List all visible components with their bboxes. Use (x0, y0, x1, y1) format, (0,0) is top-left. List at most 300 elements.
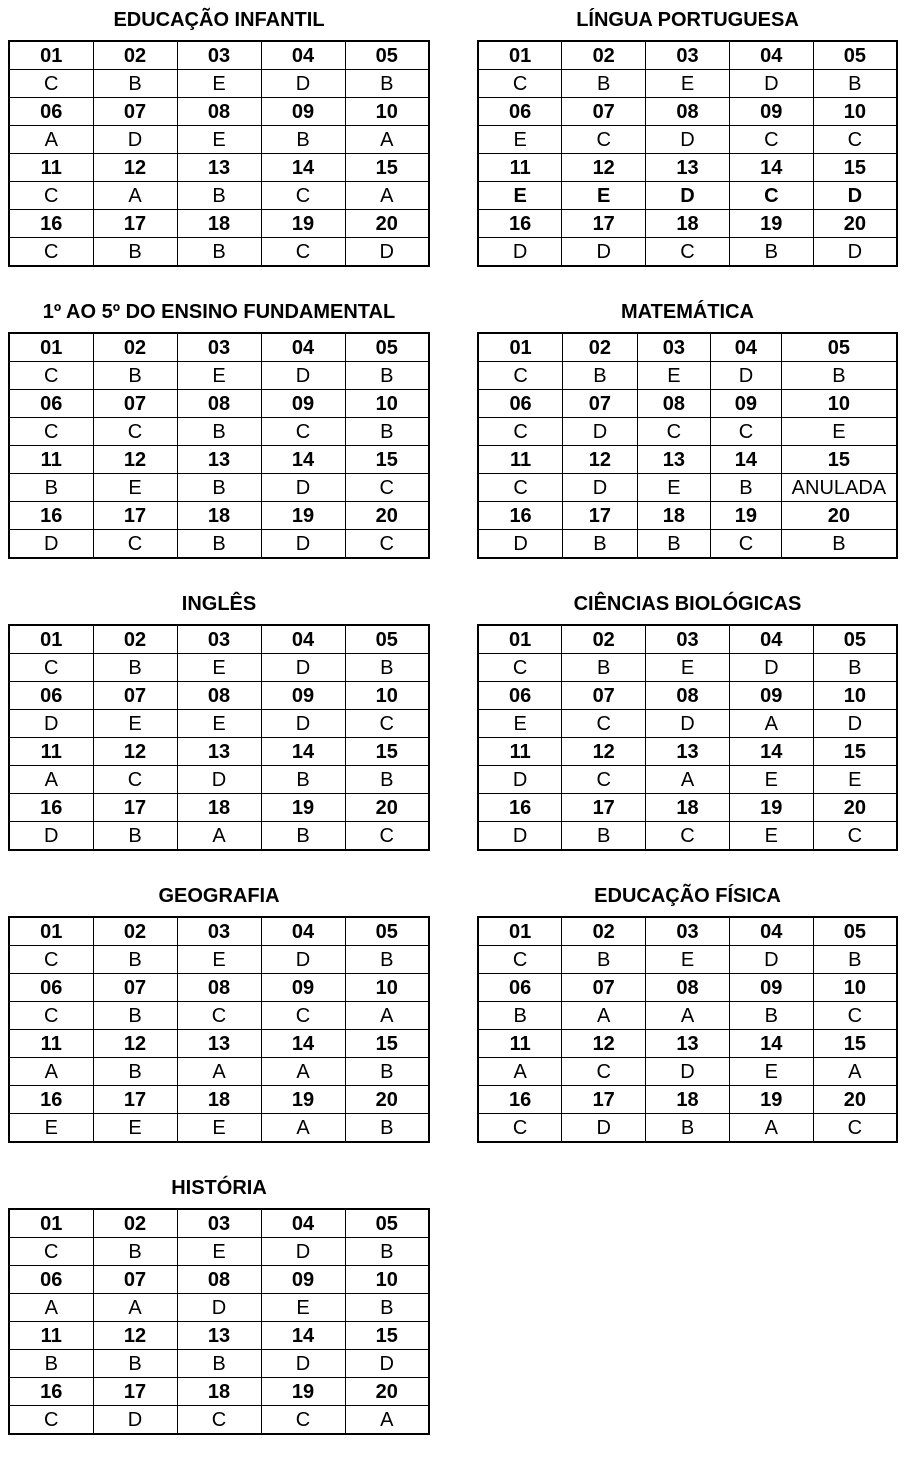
answer-cell: E (478, 710, 562, 738)
answer-cell: A (9, 1058, 93, 1086)
question-number-row (9, 1086, 429, 1114)
question-number-cell: 05 (345, 333, 429, 362)
question-number-cell: 19 (729, 794, 813, 822)
question-number-cell: 09 (261, 98, 345, 126)
question-number-cell: 01 (478, 41, 562, 70)
question-number-row (478, 154, 897, 182)
answer-cell: C (478, 362, 563, 390)
question-number-cell: 20 (813, 210, 897, 238)
question-number-row (9, 1266, 429, 1294)
question-number-cell: 11 (9, 1322, 93, 1350)
answer-cell: C (261, 238, 345, 267)
answer-cell: D (562, 1114, 646, 1143)
question-number-cell: 01 (9, 625, 93, 654)
answer-cell: B (93, 822, 177, 851)
question-number-cell: 06 (9, 390, 93, 418)
answer-cell: ANULADA (781, 474, 897, 502)
answer-cell: E (177, 1114, 261, 1143)
question-number-cell: 10 (813, 98, 897, 126)
answer-table (477, 624, 898, 851)
table-title: GEOGRAFIA (158, 885, 280, 907)
answer-cell: B (813, 946, 897, 974)
answer-cell: B (345, 946, 429, 974)
answer-row (9, 70, 429, 98)
answer-cell: C (646, 822, 730, 851)
question-number-row (9, 1030, 429, 1058)
answer-row (9, 1114, 429, 1143)
question-number-cell: 19 (261, 1086, 345, 1114)
answer-cell: C (711, 418, 782, 446)
answer-cell: C (9, 238, 93, 267)
question-number-cell: 17 (93, 1378, 177, 1406)
answer-cell: C (9, 418, 93, 446)
question-number-cell: 15 (345, 738, 429, 766)
question-number-cell: 20 (345, 1378, 429, 1406)
question-number-cell: 13 (177, 1322, 261, 1350)
question-number-cell: 03 (646, 917, 730, 946)
question-number-cell: 12 (93, 1030, 177, 1058)
answer-cell: D (261, 362, 345, 390)
answer-cell: C (729, 126, 813, 154)
answer-cell: E (637, 362, 710, 390)
answer-cell: C (711, 530, 782, 559)
question-number-cell: 05 (345, 41, 429, 70)
question-number-cell: 16 (9, 502, 93, 530)
answer-cell: B (93, 654, 177, 682)
answer-cell: B (345, 362, 429, 390)
question-number-cell: 14 (261, 154, 345, 182)
question-number-cell: 04 (261, 41, 345, 70)
answer-cell: B (345, 1294, 429, 1322)
answer-cell: A (478, 1058, 562, 1086)
question-number-cell: 07 (93, 974, 177, 1002)
answer-row (478, 530, 897, 559)
question-number-cell: 14 (729, 154, 813, 182)
answer-key-section-ingles (8, 592, 430, 851)
question-number-cell: 10 (345, 390, 429, 418)
question-number-cell: 17 (93, 210, 177, 238)
question-number-cell: 11 (478, 1030, 562, 1058)
question-number-cell: 13 (177, 446, 261, 474)
answer-cell: D (562, 238, 646, 267)
answer-cell: A (9, 1294, 93, 1322)
answer-table (8, 1208, 430, 1435)
question-number-cell: 17 (562, 794, 646, 822)
question-number-cell: 08 (177, 98, 261, 126)
answer-cell: B (261, 126, 345, 154)
answer-cell: A (345, 126, 429, 154)
question-number-cell: 02 (562, 917, 646, 946)
answer-table (8, 332, 430, 559)
question-number-cell: 10 (345, 1266, 429, 1294)
answer-cell: E (177, 70, 261, 98)
question-number-row (478, 333, 897, 362)
answer-cell: A (729, 710, 813, 738)
answer-cell: B (562, 654, 646, 682)
answer-cell: E (177, 946, 261, 974)
question-number-cell: 02 (562, 41, 646, 70)
question-number-row (478, 738, 897, 766)
answer-cell: D (646, 126, 730, 154)
answer-cell: D (563, 474, 638, 502)
question-number-cell: 09 (261, 682, 345, 710)
question-number-cell: 19 (261, 794, 345, 822)
answer-cell: A (177, 1058, 261, 1086)
answer-cell: E (646, 946, 730, 974)
answer-cell: B (711, 474, 782, 502)
question-number-cell: 20 (813, 794, 897, 822)
question-number-cell: 19 (261, 210, 345, 238)
question-number-row (9, 917, 429, 946)
answer-cell: C (345, 530, 429, 559)
question-number-cell: 09 (729, 974, 813, 1002)
question-number-cell: 15 (813, 738, 897, 766)
question-number-cell: 16 (9, 1086, 93, 1114)
answer-cell: B (345, 1238, 429, 1266)
question-number-cell: 02 (93, 625, 177, 654)
answer-cell: B (177, 182, 261, 210)
answer-cell: D (729, 70, 813, 98)
answer-cell: B (345, 70, 429, 98)
answer-row (9, 1294, 429, 1322)
question-number-cell: 09 (729, 682, 813, 710)
question-number-cell: 04 (711, 333, 782, 362)
question-number-row (478, 41, 897, 70)
question-number-row (9, 738, 429, 766)
question-number-cell: 10 (781, 390, 897, 418)
question-number-cell: 20 (781, 502, 897, 530)
question-number-row (9, 98, 429, 126)
answer-row (478, 70, 897, 98)
answer-cell: E (562, 182, 646, 210)
table-title: LÍNGUA PORTUGUESA (576, 9, 799, 31)
question-number-cell: 19 (261, 1378, 345, 1406)
table-title: INGLÊS (181, 593, 257, 615)
answer-row (9, 1058, 429, 1086)
question-number-cell: 15 (781, 446, 897, 474)
answer-cell: C (478, 474, 563, 502)
question-number-cell: 09 (261, 390, 345, 418)
question-number-cell: 08 (637, 390, 710, 418)
answer-cell: E (646, 654, 730, 682)
question-number-row (9, 1378, 429, 1406)
answer-cell: B (345, 418, 429, 446)
answer-row (9, 126, 429, 154)
question-number-cell: 12 (562, 738, 646, 766)
answer-cell: D (813, 710, 897, 738)
question-number-row (9, 1322, 429, 1350)
question-number-cell: 07 (93, 98, 177, 126)
question-number-cell: 10 (345, 974, 429, 1002)
question-number-cell: 07 (93, 390, 177, 418)
answer-row (9, 710, 429, 738)
answer-cell: C (813, 1002, 897, 1030)
answer-row (478, 710, 897, 738)
answer-row (9, 362, 429, 390)
answer-row (9, 946, 429, 974)
answer-cell: D (646, 1058, 730, 1086)
answer-cell: C (9, 654, 93, 682)
question-number-cell: 06 (9, 1266, 93, 1294)
answer-cell: C (478, 418, 563, 446)
question-number-cell: 16 (9, 794, 93, 822)
answer-cell: C (562, 766, 646, 794)
answer-cell: C (562, 710, 646, 738)
answer-cell: A (261, 1058, 345, 1086)
question-number-cell: 17 (93, 1086, 177, 1114)
question-number-cell: 11 (9, 154, 93, 182)
answer-cell: B (729, 238, 813, 267)
answer-table (477, 332, 898, 559)
question-number-row (478, 625, 897, 654)
question-number-cell: 06 (9, 98, 93, 126)
answer-key-section-educacao-infantil (8, 8, 430, 267)
answer-key-section-historia (8, 1176, 430, 1435)
answer-cell: D (729, 946, 813, 974)
question-number-row (478, 446, 897, 474)
answer-cell: A (177, 822, 261, 851)
answer-cell: C (478, 70, 562, 98)
question-number-cell: 04 (261, 917, 345, 946)
question-number-cell: 13 (637, 446, 710, 474)
question-number-cell: 05 (813, 625, 897, 654)
question-number-row (478, 794, 897, 822)
question-number-cell: 12 (93, 446, 177, 474)
question-number-cell: 11 (478, 738, 562, 766)
answer-cell: C (478, 946, 562, 974)
answer-row (478, 238, 897, 267)
question-number-cell: 09 (729, 98, 813, 126)
answer-cell: B (562, 822, 646, 851)
question-number-cell: 08 (177, 390, 261, 418)
answer-row (478, 362, 897, 390)
question-number-row (9, 794, 429, 822)
question-number-row (9, 682, 429, 710)
answer-cell: D (93, 126, 177, 154)
answer-cell: D (261, 946, 345, 974)
question-number-cell: 15 (345, 1030, 429, 1058)
answer-cell: E (177, 710, 261, 738)
question-number-cell: 17 (93, 794, 177, 822)
answer-key-section-geografia (8, 884, 430, 1143)
answer-row (9, 182, 429, 210)
answer-key-section-educacao-fisica (477, 884, 898, 1143)
question-number-cell: 14 (261, 446, 345, 474)
answer-cell: B (261, 822, 345, 851)
answer-cell: D (478, 822, 562, 851)
question-number-cell: 04 (261, 1209, 345, 1238)
answer-cell: A (261, 1114, 345, 1143)
answer-cell: B (93, 238, 177, 267)
answer-cell: E (93, 474, 177, 502)
question-number-row (9, 974, 429, 1002)
question-number-cell: 14 (261, 738, 345, 766)
answer-row (9, 418, 429, 446)
question-number-cell: 08 (646, 682, 730, 710)
answer-cell: A (345, 182, 429, 210)
answer-cell: E (177, 1238, 261, 1266)
answer-cell: C (9, 70, 93, 98)
question-number-cell: 04 (729, 41, 813, 70)
answer-cell: D (478, 530, 563, 559)
table-title: MATEMÁTICA (621, 301, 754, 323)
answer-cell: C (93, 530, 177, 559)
answer-row (478, 654, 897, 682)
answer-cell: D (813, 238, 897, 267)
question-number-cell: 06 (478, 390, 563, 418)
answer-cell: E (177, 362, 261, 390)
question-number-row (9, 390, 429, 418)
question-number-cell: 07 (562, 974, 646, 1002)
question-number-cell: 01 (478, 917, 562, 946)
answer-cell: C (93, 418, 177, 446)
answer-cell: B (177, 238, 261, 267)
answer-key-section-matematica (477, 300, 898, 559)
question-number-cell: 03 (177, 1209, 261, 1238)
question-number-cell: 03 (177, 333, 261, 362)
question-number-cell: 20 (345, 502, 429, 530)
answer-row (478, 474, 897, 502)
answer-cell: C (562, 1058, 646, 1086)
answer-cell: B (781, 530, 897, 559)
question-number-cell: 12 (93, 1322, 177, 1350)
answer-cell: D (9, 710, 93, 738)
question-number-row (9, 1209, 429, 1238)
answer-cell: D (177, 766, 261, 794)
question-number-cell: 10 (345, 98, 429, 126)
answer-cell: B (562, 70, 646, 98)
answer-row (9, 1406, 429, 1435)
answer-row (478, 1114, 897, 1143)
answer-cell: D (261, 474, 345, 502)
question-number-cell: 05 (813, 41, 897, 70)
question-number-cell: 14 (261, 1030, 345, 1058)
question-number-cell: 20 (813, 1086, 897, 1114)
answer-cell: B (93, 362, 177, 390)
question-number-cell: 02 (563, 333, 638, 362)
answer-cell: C (9, 946, 93, 974)
answer-cell: D (261, 530, 345, 559)
question-number-row (478, 1030, 897, 1058)
answer-table (477, 40, 898, 267)
answer-cell: E (813, 766, 897, 794)
question-number-cell: 02 (93, 333, 177, 362)
question-number-cell: 05 (781, 333, 897, 362)
answer-cell: C (93, 766, 177, 794)
answer-cell: C (261, 418, 345, 446)
question-number-cell: 17 (562, 210, 646, 238)
question-number-cell: 05 (345, 1209, 429, 1238)
question-number-cell: 18 (646, 794, 730, 822)
answer-cell: D (478, 238, 562, 267)
question-number-cell: 20 (345, 210, 429, 238)
answer-cell: B (563, 530, 638, 559)
question-number-cell: 20 (345, 794, 429, 822)
question-number-cell: 18 (646, 210, 730, 238)
answer-cell: C (345, 822, 429, 851)
answer-row (9, 530, 429, 559)
question-number-cell: 02 (93, 917, 177, 946)
answer-cell: E (177, 654, 261, 682)
answer-row (478, 946, 897, 974)
answer-cell: D (9, 530, 93, 559)
table-title: 1º AO 5º DO ENSINO FUNDAMENTAL (42, 301, 396, 323)
question-number-cell: 05 (813, 917, 897, 946)
question-number-cell: 09 (261, 974, 345, 1002)
answer-cell: B (177, 530, 261, 559)
answer-cell: B (345, 1114, 429, 1143)
question-number-cell: 18 (177, 1086, 261, 1114)
question-number-cell: 04 (261, 625, 345, 654)
question-number-row (9, 502, 429, 530)
question-number-cell: 01 (478, 333, 563, 362)
answer-cell: C (9, 1406, 93, 1435)
question-number-cell: 03 (177, 625, 261, 654)
question-number-cell: 11 (9, 738, 93, 766)
answer-cell: D (646, 182, 730, 210)
answer-cell: E (9, 1114, 93, 1143)
answer-cell: C (9, 182, 93, 210)
answer-cell: B (646, 1114, 730, 1143)
answer-cell: A (9, 766, 93, 794)
question-number-row (478, 1086, 897, 1114)
question-number-cell: 17 (562, 1086, 646, 1114)
question-number-cell: 05 (345, 625, 429, 654)
answer-cell: D (261, 1350, 345, 1378)
question-number-cell: 02 (93, 41, 177, 70)
question-number-cell: 16 (478, 1086, 562, 1114)
question-number-cell: 01 (9, 333, 93, 362)
question-number-cell: 07 (562, 98, 646, 126)
question-number-cell: 16 (478, 210, 562, 238)
answer-cell: D (345, 1350, 429, 1378)
answer-cell: D (9, 822, 93, 851)
answer-cell: B (345, 766, 429, 794)
question-number-cell: 12 (563, 446, 638, 474)
question-number-cell: 10 (813, 682, 897, 710)
question-number-cell: 07 (93, 682, 177, 710)
answer-cell: C (478, 1114, 562, 1143)
question-number-cell: 05 (345, 917, 429, 946)
question-number-cell: 17 (93, 502, 177, 530)
question-number-cell: 16 (9, 1378, 93, 1406)
answer-cell: C (637, 418, 710, 446)
answer-cell: C (9, 1002, 93, 1030)
answer-row (9, 654, 429, 682)
answer-cell: C (729, 182, 813, 210)
answer-cell: D (177, 1294, 261, 1322)
answer-cell: B (563, 362, 638, 390)
question-number-row (9, 446, 429, 474)
question-number-cell: 19 (711, 502, 782, 530)
answer-cell: E (261, 1294, 345, 1322)
question-number-row (478, 917, 897, 946)
answer-cell: C (478, 654, 562, 682)
answer-table (477, 916, 898, 1143)
answer-row (478, 182, 897, 210)
question-number-row (478, 98, 897, 126)
answer-cell: D (813, 182, 897, 210)
answer-cell: B (781, 362, 897, 390)
answer-cell: A (345, 1406, 429, 1435)
question-number-cell: 18 (637, 502, 710, 530)
answer-cell: D (261, 70, 345, 98)
question-number-row (9, 41, 429, 70)
answer-cell: C (646, 238, 730, 267)
question-number-cell: 14 (261, 1322, 345, 1350)
answer-row (478, 418, 897, 446)
question-number-cell: 07 (562, 682, 646, 710)
